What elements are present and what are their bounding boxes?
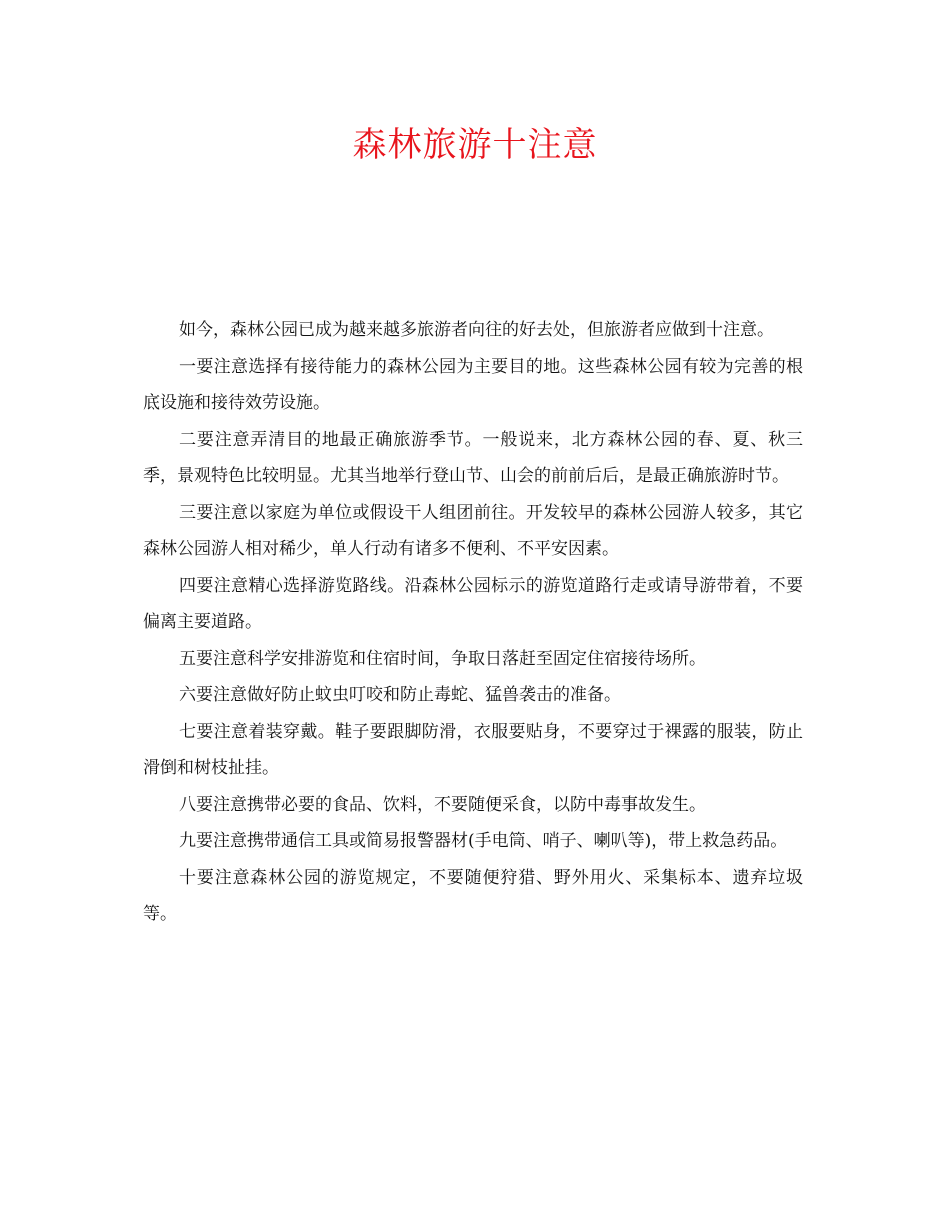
paragraph-item-5: 五要注意科学安排游览和住宿时间，争取日落赶至固定住宿接待场所。 (179, 648, 706, 669)
paragraph-item-8: 八要注意携带必要的食品、饮料，不要随便采食，以防中毒事故发生。 (179, 794, 706, 815)
paragraph-item-10: 十要注意森林公园的游览规定，不要随便狩猎、野外用火、采集标本、遗弃垃圾等。 (143, 867, 803, 924)
document-title: 森林旅游十注意 (352, 125, 598, 165)
paragraph-item-7: 七要注意着装穿戴。鞋子要跟脚防滑，衣服要贴身，不要穿过于裸露的服装，防止滑倒和树枝扯挂。 (143, 721, 803, 778)
paragraph-intro: 如今，森林公园已成为越来越多旅游者向往的好去处，但旅游者应做到十注意。 (179, 320, 774, 340)
paragraph-item-4: 四要注意精心选择游览路线。沿森林公园标示的游览道路行走或请导游带着，不要偏离主要道路。 (143, 575, 803, 632)
paragraph-item-9: 九要注意携带通信工具或简易报警器材(手电筒、哨子、喇叭等)，带上救急药品。 (179, 831, 788, 851)
paragraph-item-2: 二要注意弄清目的地最正确旅游季节。一般说来，北方森林公园的春、夏、秋三季，景观特色比较明显。尤其当地举行登山节、山会的前前后后，是最正确旅游时节。 (143, 429, 803, 486)
paragraph-item-1: 一要注意选择有接待能力的森林公园为主要目的地。这些森林公园有较为完善的根底设施和接待效劳设施。 (143, 356, 803, 413)
paragraph-item-6: 六要注意做好防止蚊虫叮咬和防止毒蛇、猛兽袭击的准备。 (179, 685, 621, 705)
paragraph-item-3: 三要注意以家庭为单位或假设干人组团前往。开发较早的森林公园游人较多，其它森林公园游人相对稀少，单人行动有诸多不便利、不平安因素。 (143, 502, 803, 559)
document-body (143, 312, 803, 933)
